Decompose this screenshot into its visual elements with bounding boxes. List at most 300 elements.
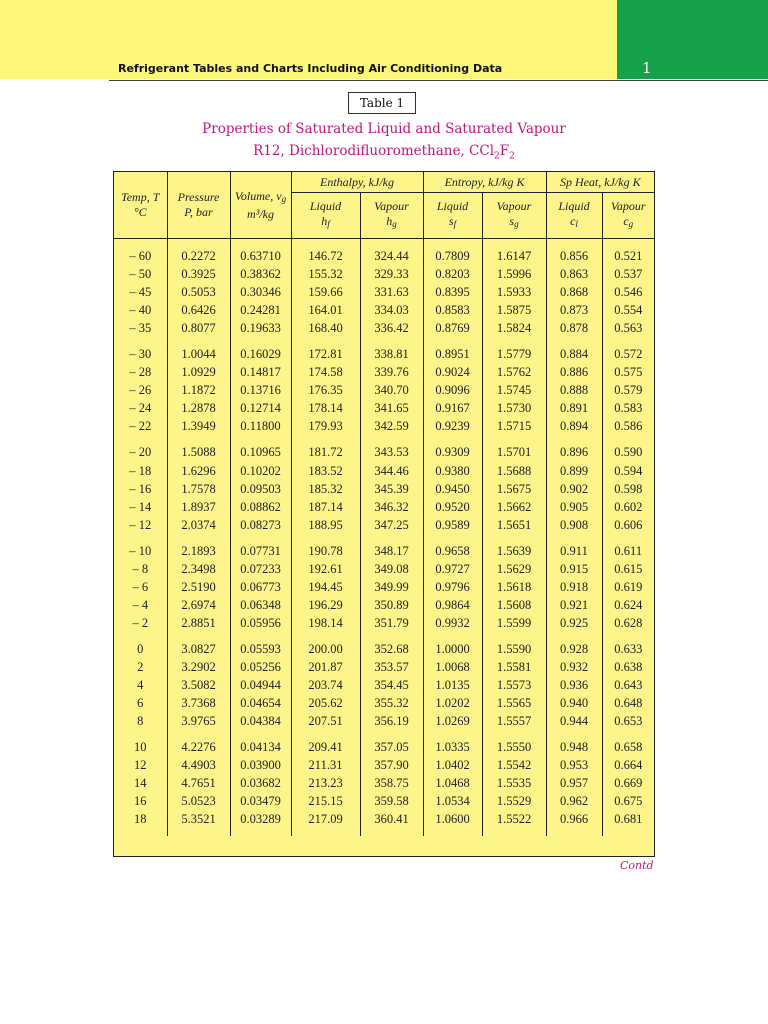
cell-h-vapour: 360.41 xyxy=(360,810,423,828)
cell-h-vapour: 354.45 xyxy=(360,676,423,694)
cell-pressure: 1.7578 xyxy=(167,480,230,498)
cell-s-vapour: 1.5730 xyxy=(482,399,546,417)
table-row xyxy=(114,542,654,560)
cell-c-vapour: 0.664 xyxy=(614,758,643,773)
table-row xyxy=(114,319,654,337)
cell-temp: – 45 xyxy=(114,283,167,301)
cell-s-liquid: 1.0269 xyxy=(423,712,482,730)
cell-s-liquid: 1.0335 xyxy=(423,738,482,756)
col-header-h-liquid: Liquid hf xyxy=(291,193,360,239)
cell-s-vapour: 1.5651 xyxy=(482,516,546,534)
table-row xyxy=(114,810,654,828)
cell-h-vapour: 329.33 xyxy=(360,265,423,283)
spacer-cell xyxy=(602,632,654,640)
spacer-cell xyxy=(546,435,602,443)
cell-h-vapour: 359.58 xyxy=(360,792,423,810)
spacer-cell xyxy=(291,534,360,542)
cell-c-liquid: 0.886 xyxy=(546,363,602,381)
cell-h-vapour: 340.70 xyxy=(360,381,423,399)
cell-temp: – 20 xyxy=(114,443,167,461)
cell-c-liquid: 0.953 xyxy=(546,756,602,774)
cell-c-liquid: 0.902 xyxy=(546,480,602,498)
cell-s-vapour: 1.6147 xyxy=(482,247,546,265)
group-spacer xyxy=(114,828,654,836)
cell-s-liquid: 1.0468 xyxy=(423,774,482,792)
spacer-cell xyxy=(602,828,654,836)
col-header-s-liquid: Liquid sf xyxy=(423,193,482,239)
cell-volume: 0.06348 xyxy=(230,596,291,614)
cell-c-vapour: 0.590 xyxy=(614,445,643,460)
cell-h-vapour: 349.99 xyxy=(360,578,423,596)
cell-s-liquid: 0.8203 xyxy=(423,265,482,283)
continued-note: Contd xyxy=(620,859,654,872)
spacer-cell xyxy=(423,239,482,248)
cell-c-vapour: 0.563 xyxy=(614,321,643,336)
spacer-cell xyxy=(360,337,423,345)
cell-s-liquid: 0.9658 xyxy=(423,542,482,560)
cell-temp: 8 xyxy=(114,712,167,730)
col-header-temp: Temp, T °C xyxy=(114,172,167,239)
table-row xyxy=(114,676,654,694)
cell-s-vapour: 1.5715 xyxy=(482,417,546,435)
cell-volume: 0.05956 xyxy=(230,614,291,632)
cell-h-liquid: 179.93 xyxy=(291,417,360,435)
cell-c-liquid: 0.957 xyxy=(546,774,602,792)
cell-c-vapour: 0.669 xyxy=(614,776,643,791)
cell-pressure: 3.0827 xyxy=(167,640,230,658)
cell-temp: – 2 xyxy=(114,614,167,632)
cell-pressure: 5.0523 xyxy=(167,792,230,810)
cell-h-liquid: 190.78 xyxy=(291,542,360,560)
spacer-cell xyxy=(482,534,546,542)
cell-s-liquid: 0.9932 xyxy=(423,614,482,632)
cell-temp: – 26 xyxy=(114,381,167,399)
spacer-cell xyxy=(230,730,291,738)
spacer-cell xyxy=(423,730,482,738)
spacer-cell xyxy=(291,435,360,443)
cell-temp: – 40 xyxy=(114,301,167,319)
cell-c-vapour: 0.606 xyxy=(614,517,643,532)
cell-c-vapour: 0.628 xyxy=(614,615,643,630)
cell-c-vapour: 0.648 xyxy=(614,696,643,711)
cell-temp: – 10 xyxy=(114,542,167,560)
spacer-cell xyxy=(602,239,654,248)
cell-c-liquid: 0.884 xyxy=(546,345,602,363)
spacer-cell xyxy=(360,435,423,443)
cell-pressure: 1.0929 xyxy=(167,363,230,381)
cell-pressure: 2.6974 xyxy=(167,596,230,614)
spacer-cell xyxy=(114,435,167,443)
cell-c-vapour: 0.675 xyxy=(614,794,643,809)
cell-h-liquid: 217.09 xyxy=(291,810,360,828)
properties-table xyxy=(114,172,654,836)
running-title: Refrigerant Tables and Charts Including Air Conditioning Data xyxy=(118,62,503,75)
group-spacer xyxy=(114,239,654,248)
spacer-cell xyxy=(423,337,482,345)
cell-s-vapour: 1.5599 xyxy=(482,614,546,632)
cell-volume: 0.11800 xyxy=(230,417,291,435)
cell-c-liquid: 0.868 xyxy=(546,283,602,301)
spacer-cell xyxy=(114,239,167,248)
cell-s-liquid: 0.8769 xyxy=(423,319,482,337)
header-divider xyxy=(109,80,768,81)
cell-h-vapour: 350.89 xyxy=(360,596,423,614)
cell-h-liquid: 178.14 xyxy=(291,399,360,417)
table-label: Table 1 xyxy=(348,92,416,114)
cell-pressure: 0.6426 xyxy=(167,301,230,319)
cell-c-vapour: 0.619 xyxy=(614,579,643,594)
cell-s-liquid: 1.0534 xyxy=(423,792,482,810)
cell-s-liquid: 0.9096 xyxy=(423,381,482,399)
cell-volume: 0.38362 xyxy=(230,265,291,283)
cell-s-vapour: 1.5629 xyxy=(482,560,546,578)
cell-h-liquid: 155.32 xyxy=(291,265,360,283)
spacer-cell xyxy=(167,632,230,640)
table-row xyxy=(114,774,654,792)
cell-pressure: 2.5190 xyxy=(167,578,230,596)
cell-c-liquid: 0.944 xyxy=(546,712,602,730)
cell-volume: 0.03900 xyxy=(230,756,291,774)
spacer-cell xyxy=(546,632,602,640)
cell-s-liquid: 0.9380 xyxy=(423,462,482,480)
cell-s-liquid: 1.0068 xyxy=(423,658,482,676)
cell-temp: – 16 xyxy=(114,480,167,498)
cell-s-vapour: 1.5824 xyxy=(482,319,546,337)
cell-volume: 0.05593 xyxy=(230,640,291,658)
spacer-cell xyxy=(230,632,291,640)
cell-volume: 0.16029 xyxy=(230,345,291,363)
cell-h-liquid: 188.95 xyxy=(291,516,360,534)
cell-volume: 0.08862 xyxy=(230,498,291,516)
cell-h-liquid: 183.52 xyxy=(291,462,360,480)
cell-pressure: 0.3925 xyxy=(167,265,230,283)
cell-h-liquid: 211.31 xyxy=(291,756,360,774)
cell-c-liquid: 0.966 xyxy=(546,810,602,828)
cell-s-liquid: 1.0402 xyxy=(423,756,482,774)
spacer-cell xyxy=(291,730,360,738)
cell-h-liquid: 198.14 xyxy=(291,614,360,632)
cell-h-liquid: 185.32 xyxy=(291,480,360,498)
cell-volume: 0.05256 xyxy=(230,658,291,676)
cell-s-vapour: 1.5875 xyxy=(482,301,546,319)
cell-s-liquid: 0.9024 xyxy=(423,363,482,381)
cell-s-vapour: 1.5675 xyxy=(482,480,546,498)
cell-h-liquid: 203.74 xyxy=(291,676,360,694)
cell-s-vapour: 1.5745 xyxy=(482,381,546,399)
cell-volume: 0.63710 xyxy=(230,247,291,265)
cell-c-vapour: 0.638 xyxy=(614,660,643,674)
cell-volume: 0.14817 xyxy=(230,363,291,381)
cell-volume: 0.04134 xyxy=(230,738,291,756)
col-header-c-liquid: Liquid cl xyxy=(546,193,602,239)
cell-h-vapour: 358.75 xyxy=(360,774,423,792)
spacer-cell xyxy=(423,828,482,836)
cell-c-vapour: 0.658 xyxy=(614,740,643,755)
table-row xyxy=(114,792,654,810)
cell-temp: – 60 xyxy=(114,247,167,265)
page-number: 1 xyxy=(642,59,652,77)
cell-volume: 0.10965 xyxy=(230,443,291,461)
col-header-c-vapour: Vapour cg xyxy=(602,193,654,239)
cell-pressure: 0.5053 xyxy=(167,283,230,301)
cell-pressure: 0.8077 xyxy=(167,319,230,337)
table-row xyxy=(114,712,654,730)
cell-c-liquid: 0.888 xyxy=(546,381,602,399)
cell-h-vapour: 343.53 xyxy=(360,443,423,461)
cell-s-liquid: 0.9309 xyxy=(423,443,482,461)
cell-h-liquid: 194.45 xyxy=(291,578,360,596)
cell-c-vapour: 0.537 xyxy=(614,267,643,282)
table-row xyxy=(114,301,654,319)
spacer-cell xyxy=(546,730,602,738)
cell-s-vapour: 1.5688 xyxy=(482,462,546,480)
col-header-volume: Volume, vg m³/kg xyxy=(230,172,291,239)
spacer-cell xyxy=(230,337,291,345)
cell-c-vapour: 0.579 xyxy=(614,383,643,398)
spacer-cell xyxy=(230,239,291,248)
spacer-cell xyxy=(167,435,230,443)
cell-s-liquid: 0.8951 xyxy=(423,345,482,363)
cell-s-vapour: 1.5701 xyxy=(482,443,546,461)
cell-h-vapour: 348.17 xyxy=(360,542,423,560)
cell-h-vapour: 353.57 xyxy=(360,658,423,676)
table-row xyxy=(114,399,654,417)
cell-volume: 0.03479 xyxy=(230,792,291,810)
cell-s-liquid: 0.9450 xyxy=(423,480,482,498)
spacer-cell xyxy=(423,534,482,542)
cell-s-liquid: 0.9520 xyxy=(423,498,482,516)
cell-volume: 0.24281 xyxy=(230,301,291,319)
spacer-cell xyxy=(423,632,482,640)
spacer-cell xyxy=(114,337,167,345)
cell-s-liquid: 0.9864 xyxy=(423,596,482,614)
table-row xyxy=(114,738,654,756)
group-spacer xyxy=(114,730,654,738)
table-body xyxy=(114,239,654,837)
table-row xyxy=(114,640,654,658)
cell-c-liquid: 0.894 xyxy=(546,417,602,435)
cell-c-liquid: 0.899 xyxy=(546,462,602,480)
spacer-cell xyxy=(546,534,602,542)
cell-h-vapour: 331.63 xyxy=(360,283,423,301)
cell-h-liquid: 200.00 xyxy=(291,640,360,658)
cell-volume: 0.12714 xyxy=(230,399,291,417)
cell-h-vapour: 336.42 xyxy=(360,319,423,337)
cell-c-liquid: 0.896 xyxy=(546,443,602,461)
cell-h-liquid: 187.14 xyxy=(291,498,360,516)
cell-h-liquid: 172.81 xyxy=(291,345,360,363)
table-row xyxy=(114,247,654,265)
spacer-cell xyxy=(167,337,230,345)
spacer-cell xyxy=(360,730,423,738)
cell-c-liquid: 0.873 xyxy=(546,301,602,319)
cell-c-vapour: 0.575 xyxy=(614,365,643,380)
cell-h-vapour: 349.08 xyxy=(360,560,423,578)
cell-pressure: 2.0374 xyxy=(167,516,230,534)
group-spacer xyxy=(114,435,654,443)
cell-volume: 0.13716 xyxy=(230,381,291,399)
cell-c-vapour: 0.615 xyxy=(614,561,643,576)
cell-h-liquid: 213.23 xyxy=(291,774,360,792)
cell-temp: – 8 xyxy=(114,560,167,578)
spacer-cell xyxy=(482,239,546,248)
table-row xyxy=(114,596,654,614)
spacer-cell xyxy=(423,435,482,443)
table-row xyxy=(114,345,654,363)
cell-temp: – 14 xyxy=(114,498,167,516)
cell-temp: – 4 xyxy=(114,596,167,614)
cell-pressure: 1.3949 xyxy=(167,417,230,435)
cell-h-vapour: 347.25 xyxy=(360,516,423,534)
spacer-cell xyxy=(482,730,546,738)
spacer-cell xyxy=(291,828,360,836)
cell-temp: 6 xyxy=(114,694,167,712)
cell-pressure: 4.2276 xyxy=(167,738,230,756)
cell-s-vapour: 1.5996 xyxy=(482,265,546,283)
cell-h-liquid: 181.72 xyxy=(291,443,360,461)
table-subtitle: R12, Dichlorodifluoromethane, $CCl_2F_2$ xyxy=(253,143,515,162)
cell-temp: 14 xyxy=(114,774,167,792)
cell-volume: 0.03682 xyxy=(230,774,291,792)
cell-s-vapour: 1.5573 xyxy=(482,676,546,694)
spacer-cell xyxy=(482,435,546,443)
cell-volume: 0.07731 xyxy=(230,542,291,560)
cell-volume: 0.19633 xyxy=(230,319,291,337)
cell-volume: 0.08273 xyxy=(230,516,291,534)
cell-pressure: 1.8937 xyxy=(167,498,230,516)
cell-c-liquid: 0.962 xyxy=(546,792,602,810)
cell-pressure: 2.8851 xyxy=(167,614,230,632)
table-row xyxy=(114,560,654,578)
cell-h-liquid: 176.35 xyxy=(291,381,360,399)
cell-c-liquid: 0.932 xyxy=(546,658,602,676)
cell-temp: – 18 xyxy=(114,462,167,480)
cell-c-vapour: 0.554 xyxy=(614,303,643,318)
cell-pressure: 5.3521 xyxy=(167,810,230,828)
cell-c-liquid: 0.921 xyxy=(546,596,602,614)
table-row xyxy=(114,265,654,283)
cell-s-liquid: 0.9727 xyxy=(423,560,482,578)
cell-h-liquid: 159.66 xyxy=(291,283,360,301)
cell-c-vapour: 0.546 xyxy=(614,285,643,300)
cell-s-liquid: 1.0135 xyxy=(423,676,482,694)
cell-s-vapour: 1.5522 xyxy=(482,810,546,828)
cell-c-vapour: 0.653 xyxy=(614,714,643,729)
cell-h-vapour: 357.05 xyxy=(360,738,423,756)
cell-pressure: 3.2902 xyxy=(167,658,230,676)
cell-c-liquid: 0.940 xyxy=(546,694,602,712)
cell-c-liquid: 0.918 xyxy=(546,578,602,596)
cell-h-vapour: 324.44 xyxy=(360,247,423,265)
spacer-cell xyxy=(167,239,230,248)
cell-s-liquid: 0.8395 xyxy=(423,283,482,301)
spacer-cell xyxy=(602,337,654,345)
cell-h-vapour: 345.39 xyxy=(360,480,423,498)
cell-s-vapour: 1.5529 xyxy=(482,792,546,810)
group-header-entropy: Entropy, kJ/kg K xyxy=(423,172,546,193)
cell-s-liquid: 1.0600 xyxy=(423,810,482,828)
cell-h-liquid: 215.15 xyxy=(291,792,360,810)
spacer-cell xyxy=(546,337,602,345)
cell-pressure: 1.6296 xyxy=(167,462,230,480)
cell-c-vapour: 0.572 xyxy=(614,347,643,362)
cell-h-vapour: 334.03 xyxy=(360,301,423,319)
group-spacer xyxy=(114,632,654,640)
cell-volume: 0.04384 xyxy=(230,712,291,730)
cell-temp: – 28 xyxy=(114,363,167,381)
cell-pressure: 1.1872 xyxy=(167,381,230,399)
col-header-pressure: Pressure P, bar xyxy=(167,172,230,239)
cell-c-liquid: 0.928 xyxy=(546,640,602,658)
spacer-cell xyxy=(167,828,230,836)
table-row xyxy=(114,443,654,461)
cell-h-vapour: 338.81 xyxy=(360,345,423,363)
cell-temp: – 22 xyxy=(114,417,167,435)
cell-s-liquid: 0.9239 xyxy=(423,417,482,435)
cell-c-vapour: 0.521 xyxy=(614,249,643,264)
cell-temp: – 24 xyxy=(114,399,167,417)
cell-volume: 0.03289 xyxy=(230,810,291,828)
group-spacer xyxy=(114,337,654,345)
cell-temp: 2 xyxy=(114,658,167,676)
cell-h-liquid: 209.41 xyxy=(291,738,360,756)
cell-s-vapour: 1.5590 xyxy=(482,640,546,658)
cell-s-liquid: 0.7809 xyxy=(423,247,482,265)
cell-h-vapour: 344.46 xyxy=(360,462,423,480)
cell-pressure: 3.9765 xyxy=(167,712,230,730)
cell-c-liquid: 0.856 xyxy=(546,247,602,265)
cell-s-liquid: 0.8583 xyxy=(423,301,482,319)
cell-volume: 0.04944 xyxy=(230,676,291,694)
spacer-cell xyxy=(291,239,360,248)
group-header-enthalpy: Enthalpy, kJ/kg xyxy=(291,172,423,193)
spacer-cell xyxy=(360,534,423,542)
table-row xyxy=(114,694,654,712)
spacer-cell xyxy=(291,632,360,640)
col-header-h-vapour: Vapour hg xyxy=(360,193,423,239)
cell-c-vapour: 0.633 xyxy=(614,641,643,656)
spacer-cell xyxy=(114,730,167,738)
cell-h-vapour: 346.32 xyxy=(360,498,423,516)
spacer-cell xyxy=(360,828,423,836)
cell-volume: 0.07233 xyxy=(230,560,291,578)
cell-s-vapour: 1.5933 xyxy=(482,283,546,301)
cell-pressure: 4.4903 xyxy=(167,756,230,774)
spacer-cell xyxy=(482,828,546,836)
cell-s-vapour: 1.5608 xyxy=(482,596,546,614)
spacer-cell xyxy=(167,534,230,542)
cell-pressure: 3.7368 xyxy=(167,694,230,712)
cell-h-liquid: 168.40 xyxy=(291,319,360,337)
properties-table-frame xyxy=(113,171,655,857)
cell-h-vapour: 351.79 xyxy=(360,614,423,632)
group-spacer xyxy=(114,534,654,542)
cell-volume: 0.09503 xyxy=(230,480,291,498)
spacer-cell xyxy=(230,534,291,542)
cell-c-vapour: 0.624 xyxy=(614,597,643,612)
cell-h-liquid: 192.61 xyxy=(291,560,360,578)
table-row xyxy=(114,516,654,534)
cell-pressure: 3.5082 xyxy=(167,676,230,694)
cell-c-vapour: 0.643 xyxy=(614,678,643,693)
cell-h-vapour: 355.32 xyxy=(360,694,423,712)
cell-pressure: 4.7651 xyxy=(167,774,230,792)
table-title: Properties of Saturated Liquid and Saturated Vapour xyxy=(202,121,566,137)
cell-s-vapour: 1.5779 xyxy=(482,345,546,363)
cell-pressure: 2.3498 xyxy=(167,560,230,578)
cell-s-vapour: 1.5565 xyxy=(482,694,546,712)
cell-temp: 0 xyxy=(114,640,167,658)
